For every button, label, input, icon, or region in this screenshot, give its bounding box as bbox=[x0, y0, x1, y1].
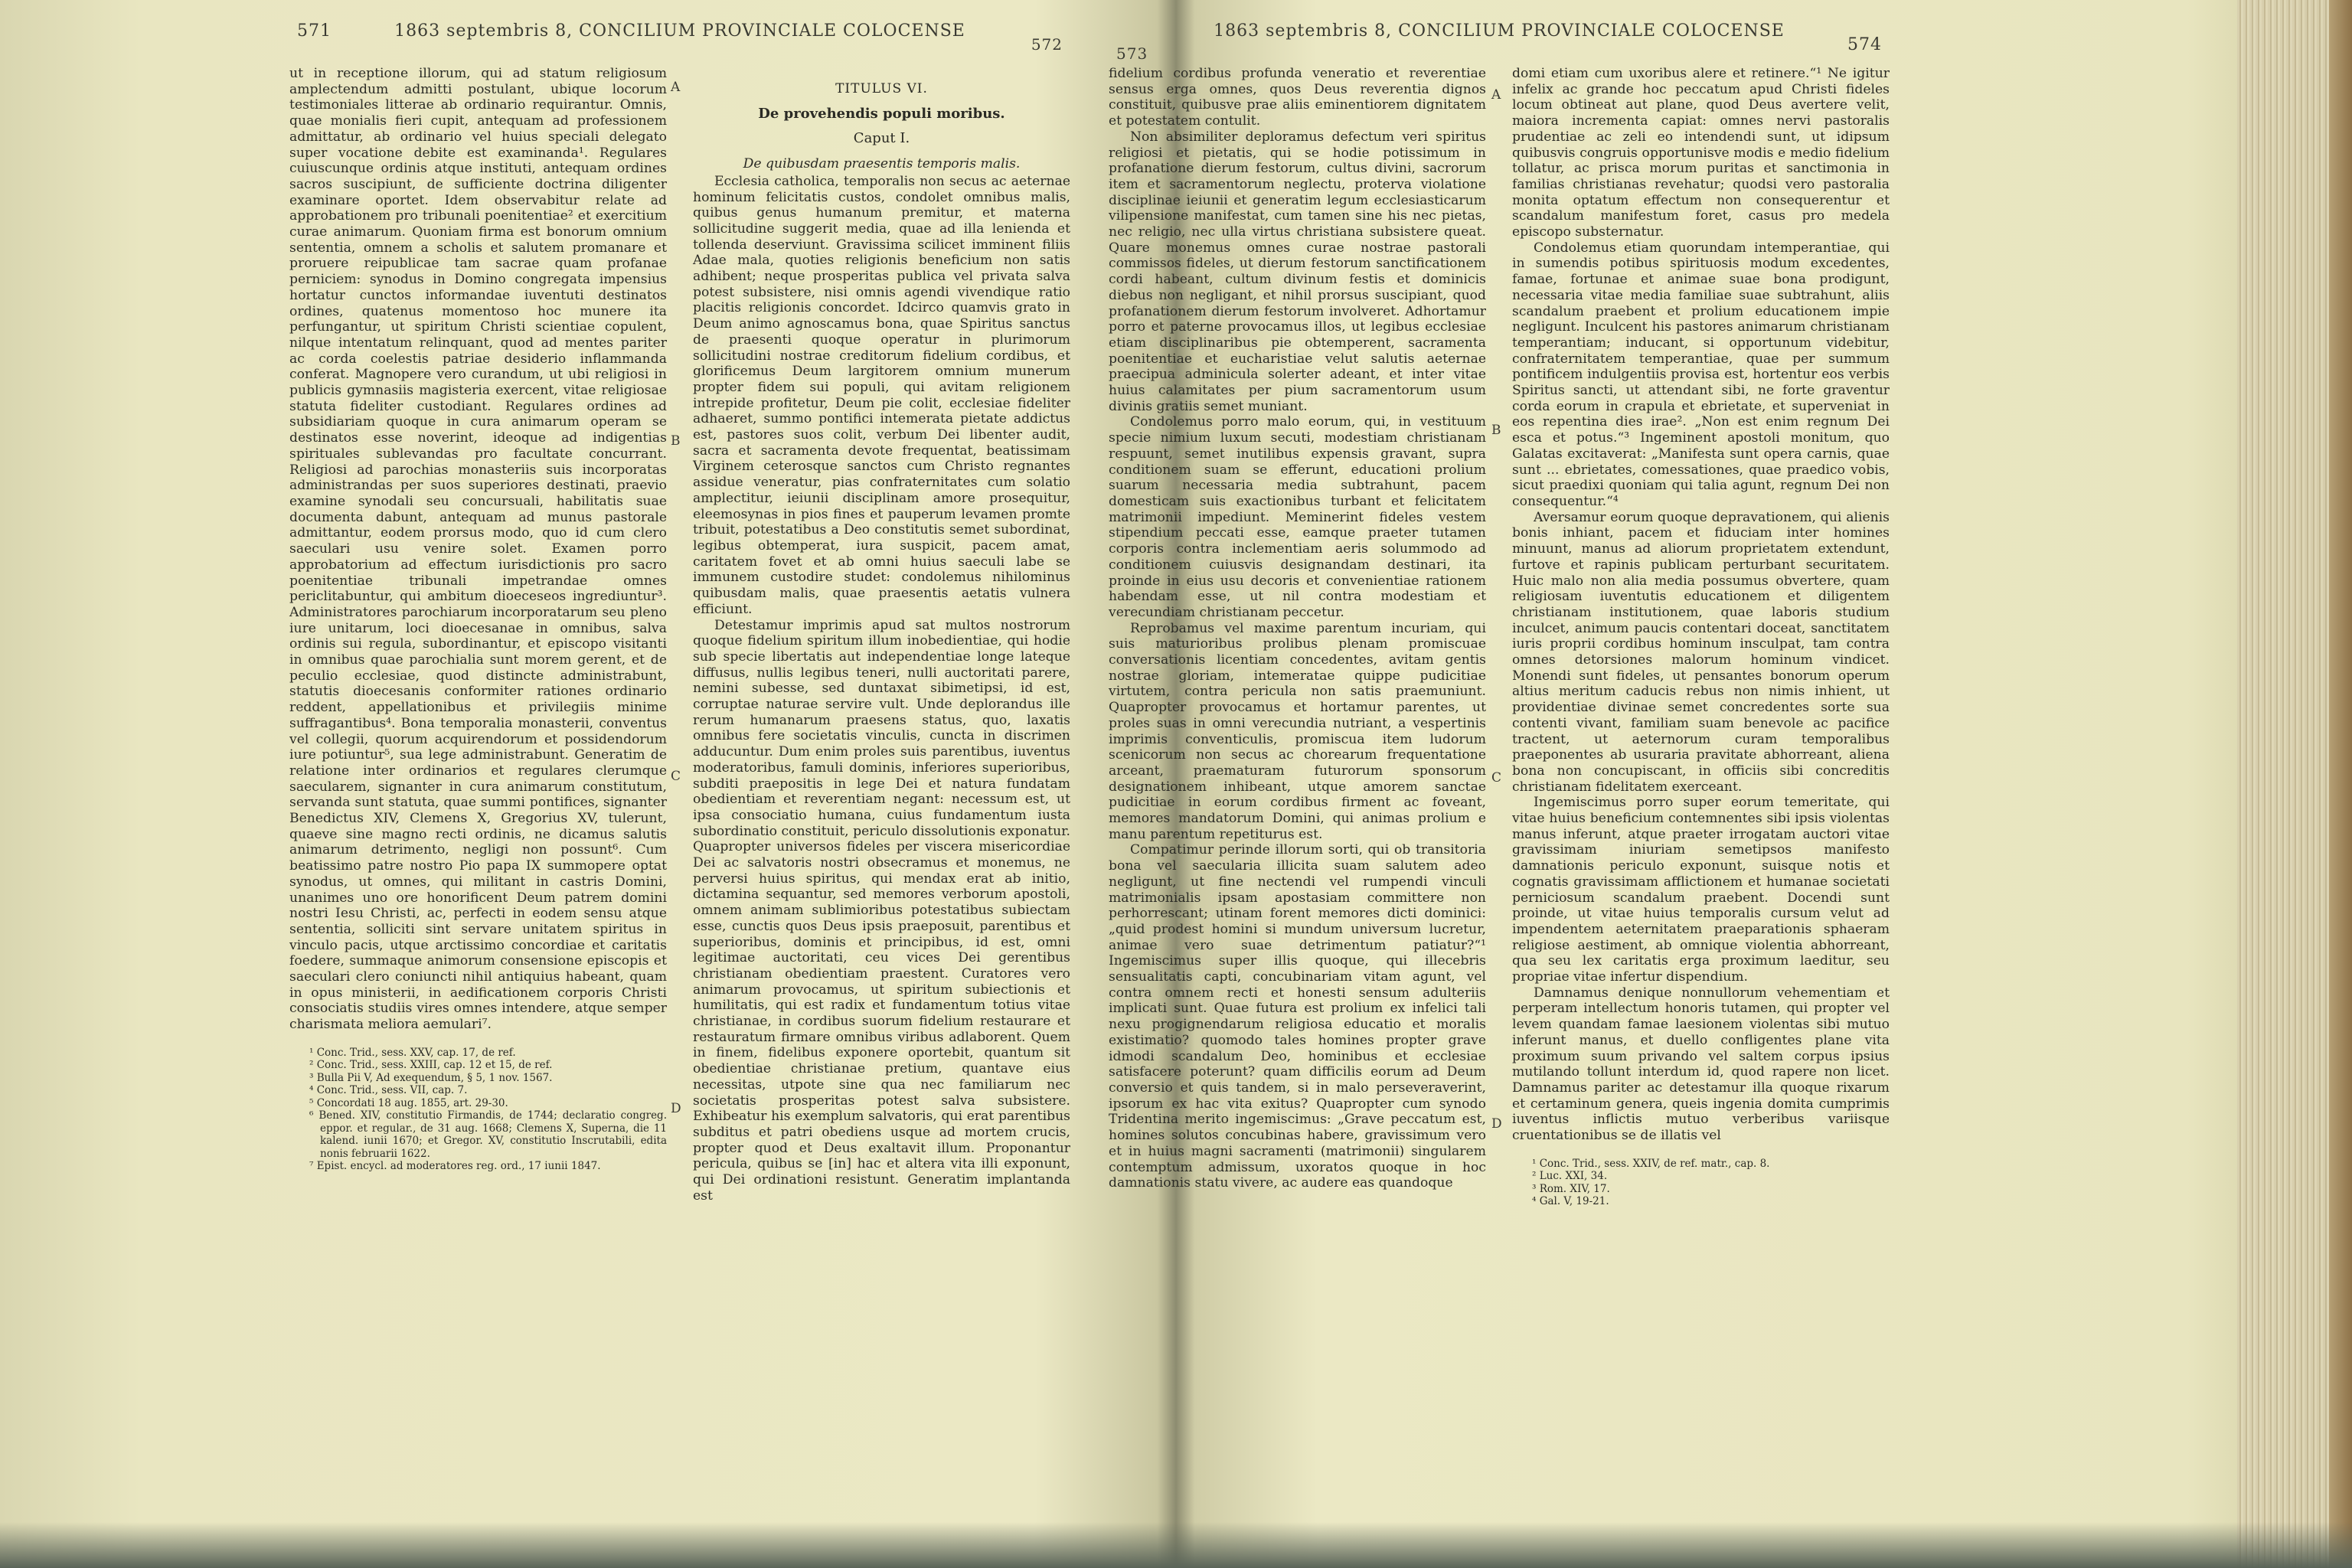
margin-marker-d: D bbox=[1491, 1116, 1502, 1132]
section-title: De provehendis populi moribus. bbox=[758, 105, 1005, 122]
running-head: 1863 septembris 8, CONCILIUM PROVINCIALE COLOCENSE bbox=[1214, 21, 1785, 41]
page-number-571: 571 bbox=[297, 21, 332, 41]
titulus-heading: TITULUS VI. bbox=[835, 81, 928, 96]
paragraph: Reprobamus vel maxime parentum incuriam, qui suis maturioribus prolibus plenam promiscuae conversationis licentiam concedentes, avitam gentis nostrae gloriam, intemeratae quippe pudicitiae virtutem, contra pericula non satis praemuniunt. Quapropter provocamus et hortamur parentes, ut proles suas in omni verecundia nutriant, a vespertinis imprimis conventiculis, promiscua item ludorum scenicorum non secus ac chorearum frequentatione arceant, praematuram futurorum sponsorum designationem inhibeant, utque amorem sanctae pudicitiae in eorum cordibus firment ac foveant, memores mandatorum Domini, qui animas prolium e manu parentum repetiturus est. bbox=[1109, 620, 1486, 842]
right-column-572 bbox=[693, 66, 1070, 1204]
paragraph: Ecclesia catholica, temporalis non secus ac aeternae hominum felicitatis custos, condolet omnibus malis, quibus genus humanum premitur, et materna sollicitudine suggerit media, quae ad illa lenienda et tollenda deserviunt. Gravissima scilicet imminent filiis Adae mala, quoties religionis beneficium non satis adhibent; neque prosperitas publica vel privata salva potest subsistere, nisi omnis agendi vivendique ratio placitis religionis concordet. Idcirco quamvis grato in Deum animo agnoscamus bona, quae Spiritus sanctus de praesenti quoque operatur in plurimorum sollicitudini nostrae creditorum fidelium cordibus, et glorificemus Deum largitorem omnium munerum propter fidem sui populi, qui avitam religionem intrepide profitetur, Deum pie colit, ecclesiae fideliter adhaeret, summo pontifici intemerata pietate addictus est, pastores suos colit, verbum Dei libenter audit, sacra et sacramenta devote frequentat, beatissimam Virginem ceterosque sanctos cum Christo regnantes assidue veneratur, pias confraternitates cum solatio amplectitur, ieiunii disciplinam amore prosequitur, eleemosynas in pios fines et pauperum levamen promte tribuit, potestatibus a Deo constitutis semet subordinat, legibus obtemperat, iura suspicit, pacem amat, caritatem fovet et ab omni huius saeculi labe se immunem custodire studet: condolemus nihilominus quibusdam malis, quae praesentis aetatis vulnera efficiunt. bbox=[693, 173, 1070, 617]
right-page bbox=[1101, 14, 1897, 1208]
footnote: ¹ Conc. Trid., sess. XXV, cap. 17, de ref. bbox=[309, 1046, 516, 1059]
margin-marker-c: C bbox=[1491, 770, 1502, 786]
margin-marker-b: B bbox=[671, 433, 681, 449]
footnote: ⁴ Conc. Trid., sess. VII, cap. 7. bbox=[309, 1084, 468, 1097]
right-page-columns bbox=[1109, 66, 1890, 1208]
footnote: ² Conc. Trid., sess. XXIII, cap. 12 et 15, de ref. bbox=[309, 1059, 553, 1072]
left-page bbox=[282, 14, 1078, 1204]
footnote: ⁴ Gal. V, 19-21. bbox=[1532, 1195, 1609, 1208]
caput-subtitle: De quibusdam praesentis temporis malis. bbox=[743, 156, 1021, 172]
page-number-573: 573 bbox=[1116, 44, 1148, 63]
book-bottom-shadow bbox=[0, 1522, 2352, 1568]
paragraph: domi etiam cum uxoribus alere et retinere.“¹ Ne igitur infelix ac grande hoc peccatum apud Christi fideles locum obtineat aut plane, quod Deus avertere velit, maiora incrementa capiat: omnes nervi pastoralis prudentiae ac zeli eo intendendi sunt, ut idipsum quibusvis congruis opportunisve modis e medio fidelium tollatur, ac prisca morum puritas et sanctimonia in familias christianas revehatur; quodsi vero pastoralia monita optatum effectum non consequerentur et scandalum manifestum foret, casus pro medela episcopo substernatur. bbox=[1512, 66, 1890, 240]
paragraph: Non absimiliter deploramus defectum veri spiritus religiosi et pietatis, qui se hodie potissimum in profanatione dierum festorum, cultus divini, sacrorum item et sacramentorum neglectu, proterva violatione disciplinae ieiunii et generatim legum ecclesiasticarum vilipensione manifestat, cum tamen sine his nec pietas, nec religio, nec ulla virtus christiana subsistere queat. Quare monemus omnes curae nostrae pastorali commissos fideles, ut dierum festorum sanctificationem cordi habeant, cultum divinum festis et dominicis diebus non negligant, et nihil prorsus suscipiant, quod profanationem dierum festorum involveret. Adhortamur porro et paterne provocamus illos, ut legibus ecclesiae etiam disciplinaribus pie obtemperent, sacramenta poenitentiae et eucharistiae velut salutis aeternae praecipua adminicula solerter adeant, et inter vitae huius calamitates per pium sacramentorum usum divinis gratiis semet muniant. bbox=[1109, 129, 1486, 414]
margin-marker-c: C bbox=[671, 769, 681, 784]
paragraph: Damnamus denique nonnullorum vehementiam et perperam intellectum honoris tutamen, qui propter vel levem quandam famae laesionem violentas sibi mutuo inferunt manus, et duello confligentes plane vita proximum suum privando vel saltem corpus ipsius mutilando tollunt interdum id, quod rapere non licet. Damnamus pariter ac detestamur illa quoque rixarum et certaminum genera, queis ingenia domita cumprimis iuventus inflictis mutuo verberibus variisque cruentationibus se de illatis vel bbox=[1512, 985, 1890, 1144]
page-number-572: 572 bbox=[1031, 35, 1063, 54]
left-column-571 bbox=[289, 66, 667, 1204]
paragraph: Condolemus porro malo eorum, qui, in vestituum specie nimium luxum secuti, modestiam christianam respuunt, semet inutilibus expensis gravant, supra conditionem suam se efferunt, educationi prolium suarum necessaria media subtrahunt, pacem domesticam suis exactionibus turbant et felicitatem matrimonii impediunt. Meminerint fideles vestem stipendium peccati esse, eamque praeter tutamen corporis contra inclementiam aeris solummodo ad conditionem cuiusvis designandam destinari, ita proinde in eius usu decoris et convenientiae rationem habendam esse, ut nil contra modestiam et verecundiam christianam peccetur. bbox=[1109, 414, 1486, 620]
paragraph: Detestamur imprimis apud sat multos nostrorum quoque fidelium spiritum illum inobedientiae, qui hodie sub specie libertatis aut independentiae longe lateque diffusus, nullis legibus teneri, nulli auctoritati parere, nemini subesse, sed duntaxat sibimetipsi, id est, corruptae naturae servire vult. Unde deplorandus ille rerum humanarum praesens status, quo, laxatis omnibus fere societatis vinculis, cuncta in discrimen adducuntur. Dum enim proles suis parentibus, iuventus moderatoribus, famuli dominis, inferiores superioribus, subditi praepositis in lege Dei et natura fundatam obedientiam et reverentiam negant: necessum est, ut ipsa consociatio humana, cuius fundamentum iusta subordinatio constituit, periculo dissolutionis exponatur. Quapropter universos fideles per viscera misericordiae Dei ac salvatoris nostri obsecramus et monemus, ne perversi huius spiritus, qui mendax erat ab initio, dictamina sequantur, sed memores verborum apostoli, omnem animam sublimioribus potestatibus subiectam esse, cunctis quos Deus ipsis praeposuit, parentibus et superioribus, dominis et principibus, id est, omni legitimae auctoritati, ceu vices Dei gerentibus christianam obedientiam praestent. Curatores vero animarum provocamus, ut spiritum subiectionis et humilitatis, qui est radix et fundamentum totius vitae christianae, in cordibus suorum fidelium restaurare et restauratum firmare omnibus viribus adlaborent. Quem in finem, fidelibus exponere oportebit, quantum sit obedientiae christianae pretium, quantave eius necessitas, utpote sine qua nec familiarum nec societatis prosperitas potest salva subsistere. Exhibeatur his exemplum salvatoris, qui erat parentibus subditus et patri obediens usque ad mortem crucis, propter quod et Deus exaltavit illum. Proponantur pericula, quibus se [in] hac et altera vita illi exponunt, qui Dei ordinationi resistunt. Generatim implantanda est bbox=[693, 617, 1070, 1204]
footnote: ¹ Conc. Trid., sess. XXIV, de ref. matr., cap. 8. bbox=[1532, 1157, 1770, 1170]
left-column-573 bbox=[1109, 66, 1486, 1208]
margin-marker-a: A bbox=[1491, 87, 1501, 103]
paragraph: Compatimur perinde illorum sorti, qui ob transitoria bona vel saecularia illicita suam salutem adeo negligunt, ut fine nectendi vel rumpendi vinculi matrimonialis ipsam apostasiam committere non perhorrescant; utinam forent memores dicti dominici: „quid prodest homini si mundum universum lucretur, animae vero suae detrimentum patiatur?“¹ Ingemiscimus super illis quoque, qui illecebris sensualitatis capti, concubinariam vitam agunt, vel contra omnem recti et honesti sensum adulteriis implicati sunt. Quae futura est prolium ex infelici tali nexu progignendarum religiosa educatio et moralis existimatio? quomodo tales homines propter grave idmodi scandalum Deo, hominibus et ecclesiae satisfacere poterunt? quam difficilis eorum ad Deum conversio et quis tandem, si in malo perseveraverint, ipsorum ex hac vita exitus? Quapropter cum synodo Tridentina merito ingemiscimus: „Grave peccatum est, homines solutos concubinas habere, gravissimum vero et in huius magni sacramenti (matrimonii) singularem contemptum admissum, uxoratos quoque in hoc damnationis statu vivere, ac audere eas quandoque bbox=[1109, 842, 1486, 1191]
footnote: ³ Rom. XIV, 17. bbox=[1532, 1182, 1610, 1195]
margin-marker-a: A bbox=[671, 80, 681, 95]
paragraph: ut in receptione illorum, qui ad statum religiosum amplectendum admitti postulant, ubique locorum testimoniales litterae ab ordinario requirantur. Omnis, quae monialis fieri cupit, antequam ad professionem admittatur, ab ordinario vel huius speciali delegato super vocatione debite est examinanda¹. Regulares cuiuscunque ordinis atque instituti, antequam ordines sacros suscipiunt, de sufficiente doctrina diligenter examinare oportet. Idem observabitur relate ad approbationem pro tribunali poenitentiae² et exercitium curae animarum. Quoniam firma est bonorum omnium sententia, omnem a scholis et salutem promanare et proruere reipublicae tam sacrae quam profanae perniciem: synodus in Domino congregata impensius hortatur cunctos informandae iuventuti destinatos ordines, quatenus momentoso hoc munere ita perfungantur, ut spiritum Christi scientiae copulent, nilque intentatum relinquant, quod ad mentes pariter ac corda coelestis patriae desiderio inflammanda conferat. Magnopere vero curandum, ut ubi religiosi in publicis gymnasiis magisteria exercent, vitae religiosae statuta fideliter custodiant. Regulares ordines ad subsidiariam quoque in cura animarum operam se destinatos esse noverint, ideoque ad indigentias spirituales sublevandas pro facultate concurrant. Religiosi ad parochias monasteriis suis incorporatas administrandas per suos superiores destinati, praevio examine synodali seu concursuali, habilitatis suae documenta dabunt, antequam ad munus pastorale admittantur, eodem prorsus modo, quo id cum clero saeculari usu venire solet. Examen porro approbatorium ad effectum iurisdictionis pro sacro poenitentiae tribunali impetrandae omnes periclitabuntur, qui ambitum dioeceseos ingrediuntur³. Administratores parochiarum incorporatarum seu pleno iure unitarum, loci dioecesanae in omnibus, salva ordinis sui regula, subordinantur, et episcopo visitanti in omnibus quae parochialia sunt morem gerent, et de peculio ecclesiae, quod distincte administrabunt, statutis dioecesanis conformiter rationes ordinario reddent, appellationibus et privilegiis minime suffragantibus⁴. Bona temporalia monasterii, conventus vel collegii, quorum acquirendorum et possidendorum iure potiuntur⁵, sua lege administrabunt. Generatim de relatione inter ordinarios et regulares clerumque saecularem, signanter in cura animarum constitutum, servanda sunt statuta, quae summi pontifices, signanter Benedictus XIV, Clemens X, Gregorius XV, tulerunt, quaeve sine magno recti ordinis, ne dicamus salutis animarum detrimento, negligi non possunt⁶. Cum beatissimo patre nostro Pio papa IX summopere optat synodus, ut omnes, qui militant in castris Domini, unanimes uno ore honorificent Deum patrem domini nostri Iesu Christi, ac, perfecti in eodem sensu atque sententia, solliciti sint servare unitatem spiritus in vinculo pacis, utque arctissimo concordiae et caritatis foedere, summaque animorum consensione episcopis et saeculari clero coniuncti nihil antiquius habeant, quam in opus ministerii, in aedificationem corporis Christi consociatis studiis vires omnes intendere, atque semper charismata meliora aemulari⁷. bbox=[289, 66, 667, 1033]
footnotes bbox=[1512, 1158, 1890, 1208]
left-page-columns bbox=[289, 66, 1070, 1204]
paragraph: fidelium cordibus profunda veneratio et reverentiae sensus erga omnes, quos Deus reverentia dignos constituit, quibusve prae aliis eminentiorem dignitatem et potestatem contulit. bbox=[1109, 66, 1486, 129]
footnotes bbox=[289, 1047, 667, 1173]
paragraph: Aversamur eorum quoque depravationem, qui alienis bonis inhiant, pacem et fiduciam inter homines minuunt, manus ad aliorum proprietatem extendunt, furtove et rapinis publicam perturbant securitatem. Huic malo non alia media possumus obvertere, quam religiosam iuventutis educationem et diligentem christianam institutionem, quae laboris studium inculcet, animum paucis contentari doceat, sanctitatem iuris proprii cordibus hominum insculpat, tam contra omnes detorsiones malorum hominum vindicet. Monendi sunt fideles, ut pensantes bonorum operum altius meritum caducis rebus non nimis inhient, ut providentiae divinae semet concredentes sorte sua contenti vivant, familiam suam benevole ac pacifice tractent, ut aeternorum curam temporalibus praeponentes ab usuraria pravitate abhorreant, aliena bona non concupiscant, in officiis sibi concreditis christianam fidelitatem exerceant. bbox=[1512, 509, 1890, 795]
caput-heading: Caput I. bbox=[853, 130, 910, 147]
footnote: ⁵ Concordati 18 aug. 1855, art. 29-30. bbox=[309, 1096, 508, 1109]
footnote: ³ Bulla Pii V, Ad exequendum, § 5, 1 nov. 1567. bbox=[309, 1071, 553, 1084]
right-page-header bbox=[1101, 14, 1897, 63]
paragraph: Condolemus etiam quorundam intemperantiae, qui in sumendis potibus spirituosis modum excedentes, famae, fortunae et animae suae bona prodigunt, necessaria vitae media familiae suae subtrahunt, aliis scandalum praebent et prolium educationem impie negligunt. Inculcent his pastores animarum christianam temperantiam; inducant, si opportunum videbitur, confraternitatem temperantiae, quae per summum pontificem indulgentiis provisa est, hortentur eos verbis Spiritus sancti, ut attendant sibi, ne forte graventur corda eorum in crapula et ebrietate, et superveniat in eos repentina dies irae². „Non est enim regnum Dei esca et potus.“³ Ingeminent apostoli monitum, quo Galatas excitaverat: „Manifesta sunt opera carnis, quae sunt ... ebrietates, comessationes, quae praedico vobis, sicut praedixi quoniam qui talia agunt, regnum Dei non consequentur.“⁴ bbox=[1512, 240, 1890, 509]
margin-marker-d: D bbox=[671, 1101, 681, 1116]
footnote: ⁶ Bened. XIV, constitutio Firmandis, de 1744; declaratio congreg. eppor. et regular., de 31 aug. 1668; Clemens X, Superna, die 11 kalend. iunii 1670; et Gregor. XV, constitutio Inscrutabili, edita nonis februarii 1622. bbox=[309, 1109, 667, 1160]
left-page-header bbox=[282, 14, 1078, 54]
right-column-574 bbox=[1512, 66, 1890, 1208]
footnote: ⁷ Epist. encycl. ad moderatores reg. ord., 17 iunii 1847. bbox=[309, 1160, 601, 1173]
running-head: 1863 septembris 8, CONCILIUM PROVINCIALE COLOCENSE bbox=[394, 21, 965, 41]
footnote: ² Luc. XXI, 34. bbox=[1532, 1170, 1608, 1183]
margin-marker-b: B bbox=[1491, 423, 1501, 438]
paragraph: Ingemiscimus porro super eorum temeritate, qui vitae huius beneficium contemnentes sibi ipsis violentas manus inferunt, atque praeter irrogatam auctori vitae gravissimam iniuriam semetipsos manifesto damnationis periculo exponunt, suisque notis et cognatis gravissimam afflictionem et humanae societati perniciosum scandalum praebent. Docendi sunt proinde, ut vitae huius temporalis cursum velut ad impendentem aeternitatem praeparationis sphaeram religiose aestiment, ab omnique violentia abhorreant, qua seu lex caritatis erga proximum laeditur, seu propriae vitae infertur dispendium. bbox=[1512, 795, 1890, 985]
page-number-574: 574 bbox=[1847, 35, 1882, 54]
page-edges bbox=[2237, 0, 2352, 1568]
